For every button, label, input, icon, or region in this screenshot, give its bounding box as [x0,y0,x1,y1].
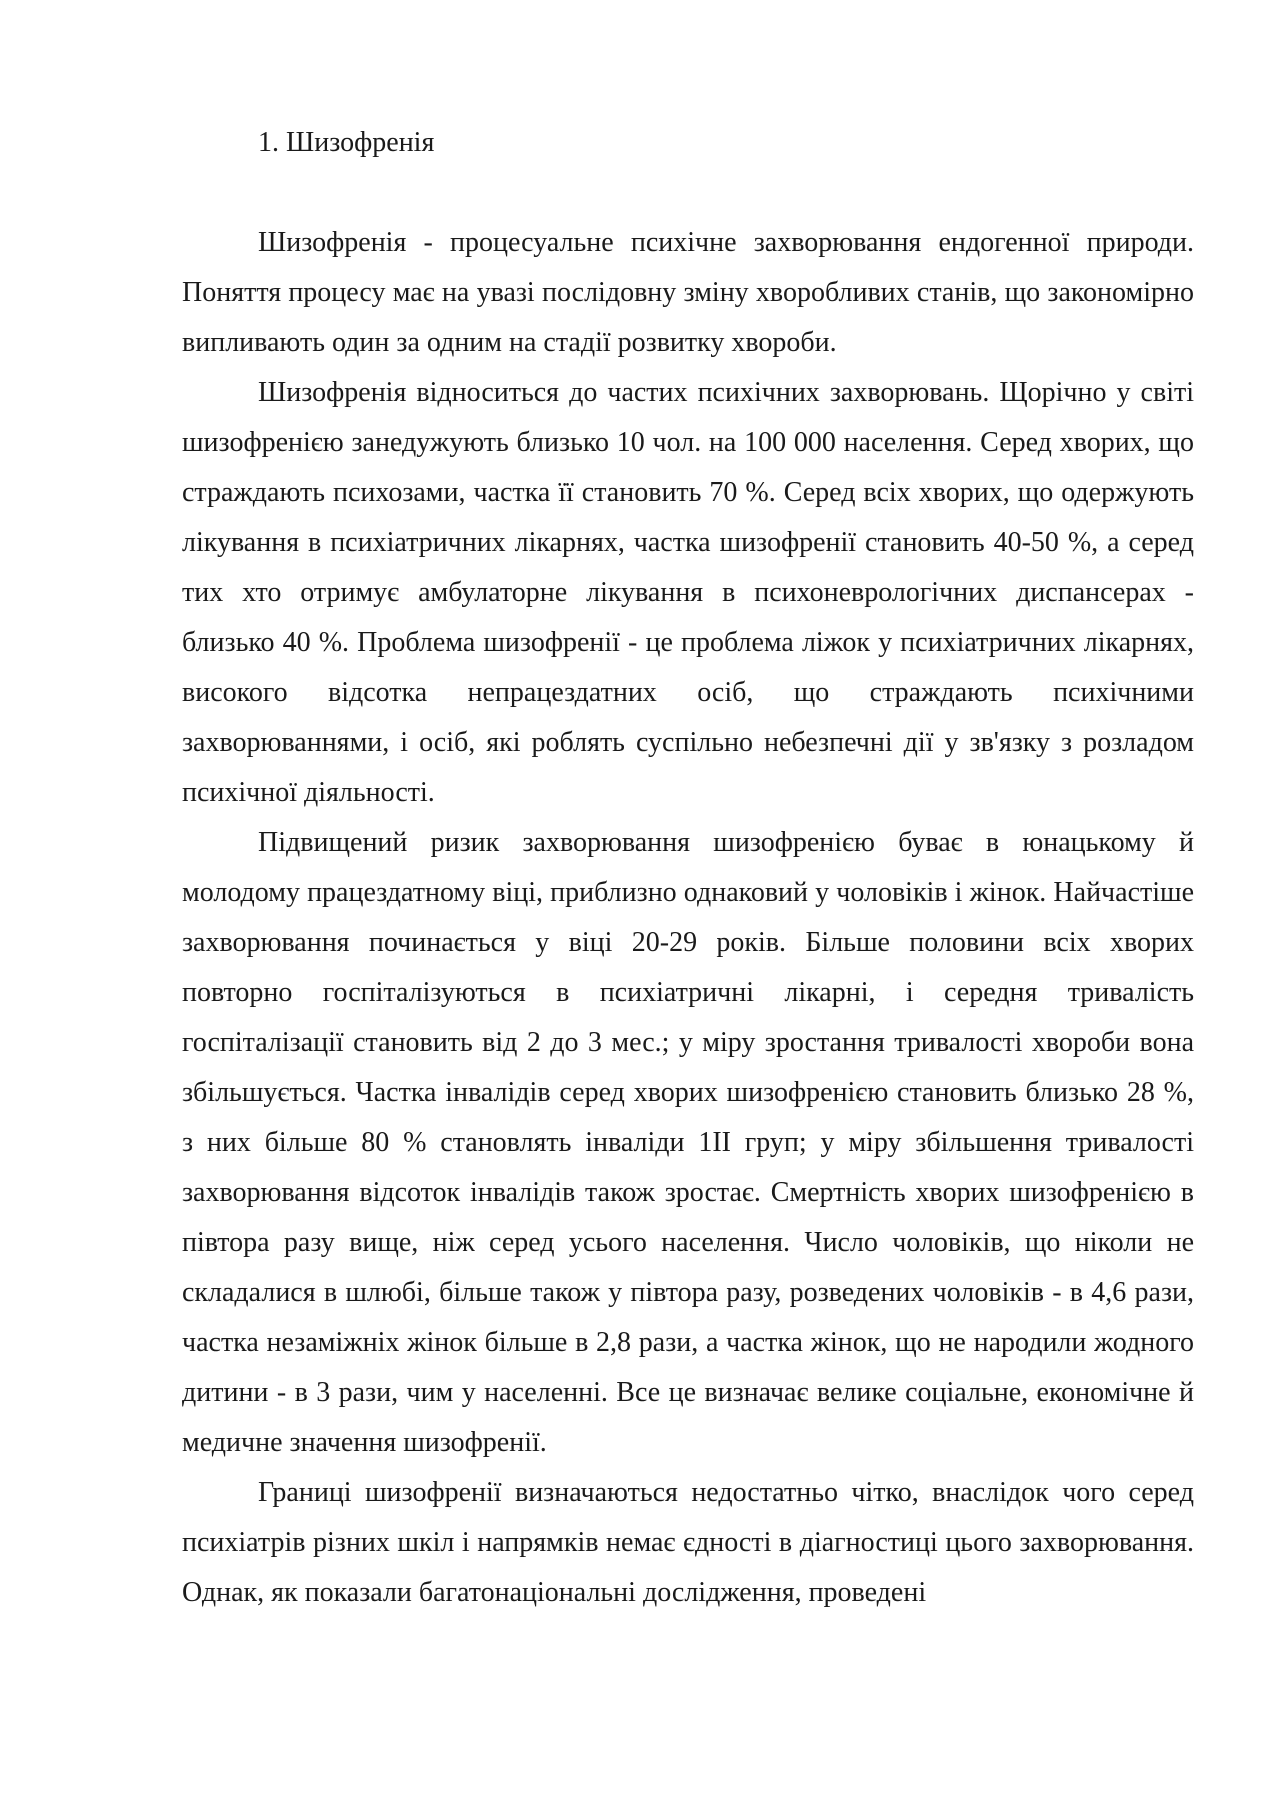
paragraph-risk: Підвищений ризик захворювання шизофренією буває в юнацькому й молодому працездатному віці, приблизно однаковий у чоловіків і жінок. Найчастіше захворювання починається у віці 20-29 років. Більше половини всіх хворих повторно госпіталізуються в психіатричні лікарні, і середня тривалість госпіталізації становить від 2 до 3 мес.; у міру зростання тривалості хвороби вона збільшується. Частка інвалідів серед хворих шизофренією становить близько 28 %, з них більше 80 % становлять інваліди 1ІІ груп; у міру збільшення тривалості захворювання відсоток інвалідів також зростає. Смертність хворих шизофренією в півтора разу вище, ніж серед усього населення. Число чоловіків, що ніколи не складалися в шлюбі, більше також у півтора разу, розведених чоловіків - в 4,6 рази, частка незаміжніх жінок більше в 2,8 рази, а частка жінок, що не народили жодного дитини - в 3 рази, чим у населенні. Все це визначає велике соціальне, економічне й медичне значення шизофренії. [182,827,1194,1458]
paragraph-definition: Шизофренія - процесуальне психічне захворювання ендогенної природи. Поняття процесу має на увазі послідовну зміну хворобливих станів, що закономірно випливають один за одним на стадії розвитку хвороби. [182,227,1194,358]
section-heading: 1. Шизофренія [258,127,435,158]
paragraph-boundaries: Границі шизофренії визначаються недостатньо чітко, внаслідок чого серед психіатрів різних шкіл і напрямків немає єдності в діагностиці цього захворювання. Однак, як показали багатонаціональні дослідження, проведені [182,1477,1194,1608]
paragraph-prevalence: Шизофренія відноситься до частих психічних захворювань. Щорічно у світі шизофренією занедужують близько 10 чол. на 100 000 населення. Серед хворих, що страждають психозами, частка її становить 70 %. Серед всіх хворих, що одержують лікування в психіатричних лікарнях, частка шизофренії становить 40-50 %, а серед тих хто отримує амбулаторне лікування в психоневрологічних диспансерах - близько 40 %. Проблема шизофренії - це проблема ліжок у психіатричних лікарнях, високого відсотка непрацездатних осіб, що страждають психічними захворюваннями, і осіб, які роблять суспільно небезпечні дії у зв'язку з розладом психічної діяльності. [182,377,1194,808]
document-body [182,118,1194,1618]
